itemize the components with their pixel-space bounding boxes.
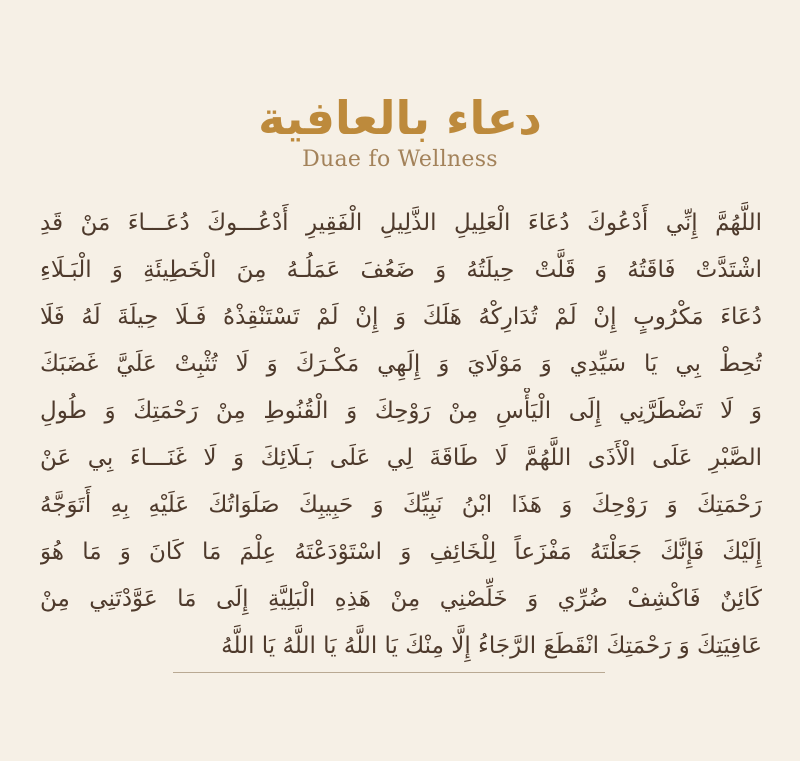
page-title: دعاء بالعافية (258, 91, 542, 145)
dua-line: الصَّبْرِ عَلَى الْأَذَى اللَّهُمَّ لَا طَاقَةَ لِي عَلَى بَـلَائِكَ وَ لَا غَنَـــاءَ بِي عَنْ (40, 445, 762, 471)
dua-line: تُحِطْ بِي يَا سَيِّدِي وَ مَوْلَايَ وَ إِلَهِي مَكْـرَكَ وَ لَا تُثْبِتْ عَلَيَّ غَضَبَكَ (40, 351, 762, 377)
dua-text (40, 200, 762, 670)
dua-line: عَافِيَتِكَ وَ رَحْمَتِكَ انْقَطَعَ الرَّجَاءُ إِلَّا مِنْكَ يَا اللَّهُ يَا اللَّهُ يَا اللَّهُ (221, 633, 762, 659)
page-subtitle: Duae fo Wellness (302, 147, 498, 172)
dua-line: رَحْمَتِكَ وَ رَوْحِكَ وَ هَذَا ابْنُ نَبِيِّكَ وَ حَبِيبِكَ صَلَوَاتُكَ عَلَيْهِ بِهِ أَتَوَجَّهُ (40, 492, 762, 518)
dua-line: اشْتَدَّتْ فَاقَتُهُ وَ قَلَّتْ حِيلَتُهُ وَ ضَعُفَ عَمَلُـهُ مِنَ الْخَطِيئَةِ وَ الْبَـلَاءِ (40, 257, 762, 283)
dua-line: دُعَاءَ مَكْرُوبٍ إِنْ لَمْ تُدَارِكْهُ هَلَكَ وَ إِنْ لَمْ تَسْتَنْقِذْهُ فَـلَا حِيلَةَ لَهُ فَلَا (40, 304, 762, 330)
dua-line: اللَّهُمَّ إِنِّي أَدْعُوكَ دُعَاءَ الْعَلِيلِ الذَّلِيلِ الْفَقِيرِ أَدْعُـــوكَ دُعَـــاءَ مَنْ قَدِ (40, 210, 762, 236)
dua-line: وَ لَا تَضْطَرَّنِي إِلَى الْيَأْسِ مِنْ رَوْحِكَ وَ الْقُنُوطِ مِنْ رَحْمَتِكَ وَ طُولِ (40, 398, 762, 424)
bottom-divider (173, 672, 605, 673)
dua-line: إِلَيْكَ فَإِنَّكَ جَعَلْتَهُ مَفْزَعاً لِلْخَائِفِ وَ اسْتَوْدَعْتَهُ عِلْمَ مَا كَانَ وَ مَا هُوَ (40, 539, 762, 565)
dua-line: كَائِنٌ فَاكْشِفْ ضُرِّي وَ خَلِّصْنِي مِنْ هَذِهِ الْبَلِيَّةِ إِلَى مَا عَوَّدْتَنِي مِنْ (40, 586, 762, 612)
